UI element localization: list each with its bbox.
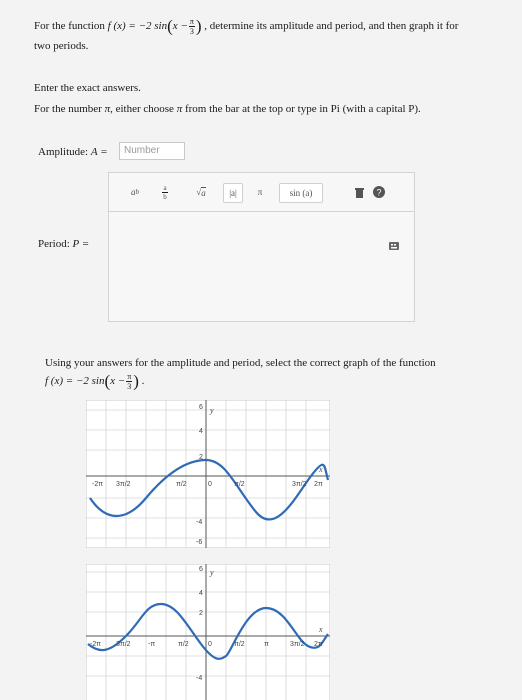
- help-icon[interactable]: [371, 183, 387, 201]
- graph-1-x-tick-6: 3π/2: [292, 481, 307, 488]
- fraction-button[interactable]: $\frac{a}{b}$: [163, 183, 167, 201]
- graph-1-x-axis-label: x: [319, 465, 323, 474]
- graph-1-x-tick-7: 2π: [314, 481, 323, 488]
- period-var: P =: [72, 238, 90, 250]
- function-lhs: f (x) = −2 sin: [107, 20, 168, 32]
- pi-button[interactable]: π: [257, 187, 263, 197]
- graph-2-x-tick-8: 3π/2: [290, 641, 305, 648]
- graph-2-x-tick-1: -2π: [90, 641, 102, 648]
- sin-button[interactable]: sin (a): [279, 183, 323, 203]
- amplitude-var: A =: [90, 146, 108, 158]
- graph-1-y-axis-label: y: [210, 406, 214, 415]
- graph-2-y-tick-neg4: -4: [196, 675, 203, 682]
- period-input-area[interactable]: [108, 212, 415, 322]
- question-line2: two periods.: [34, 40, 89, 53]
- absolute-value-button[interactable]: |a|: [223, 183, 243, 203]
- graph-2-x-tick-5: 0: [208, 641, 212, 648]
- graph-2-x-tick-9: 2π: [314, 641, 323, 648]
- function-x-minus: x −: [172, 20, 188, 32]
- pi-symbol-2: π: [176, 103, 183, 115]
- graph-function-lhs: f (x) = −2 sin: [45, 375, 105, 388]
- graph-2-y-axis-label: y: [210, 568, 214, 577]
- graph-1-x-tick-3: π/2: [176, 481, 187, 488]
- graph-2-x-tick-7: π: [264, 641, 269, 648]
- graph-question-text: Using your answers for the amplitude and period, select the correct graph of the function f (x) = −2 sin(x − $\frac{\pi}{3}$ ) .: [45, 357, 436, 391]
- graph-1-y-tick-6: 6: [199, 404, 203, 411]
- graph-2-x-axis-label: x: [319, 625, 323, 634]
- graph-1-y-tick-neg6: -6: [196, 539, 203, 546]
- amplitude-label: Amplitude: A =: [38, 146, 108, 158]
- question-text: [34, 16, 514, 56]
- graph-2-x-tick-2: 3π/2: [116, 641, 131, 648]
- pi-input-hint: For the number π, either choose π from the bar at the top or type in Pi (with a capital P).: [34, 103, 421, 115]
- graph-2-y-tick-4: 4: [199, 590, 203, 597]
- question-tail: , determine its amplitude and period, and then graph it for: [204, 20, 459, 32]
- pi-symbol: π: [104, 103, 111, 115]
- exact-answers-hint: Enter the exact answers.: [34, 82, 141, 94]
- question-intro: For the function: [34, 20, 105, 32]
- graph-1-y-tick-neg4: -4: [196, 519, 203, 526]
- graph-1-y-tick-2: 2: [199, 454, 203, 461]
- graph-1-x-tick-5: π/2: [234, 481, 245, 488]
- graph-1-x-tick-1: -2π: [92, 481, 104, 488]
- graph-1-x-tick-4: 0: [208, 481, 212, 488]
- graph-1-x-tick-2: 3π/2: [116, 481, 131, 488]
- graph-option-2[interactable]: [86, 564, 330, 700]
- close-paren: ): [195, 16, 202, 36]
- pi-over-three-fraction: $\frac{\pi}{3}$: [189, 16, 194, 36]
- sqrt-button[interactable]: √ a: [196, 187, 206, 198]
- graph-1-y-tick-4: 4: [199, 428, 203, 435]
- power-button[interactable]: a b: [131, 187, 139, 197]
- graph-2-y-tick-6: 6: [199, 566, 203, 573]
- graph-2-x-tick-6: π/2: [234, 641, 245, 648]
- period-label: Period: P =: [38, 238, 90, 250]
- amplitude-input[interactable]: Number: [119, 142, 185, 160]
- svg-text:?: ?: [376, 187, 382, 198]
- graph-2-x-tick-3: -π: [148, 641, 156, 648]
- trash-icon[interactable]: [351, 183, 367, 201]
- graph-2-x-tick-4: π/2: [178, 641, 189, 648]
- open-paren: (: [167, 16, 173, 36]
- math-toolbar: [108, 172, 415, 212]
- graph-2-y-tick-2: 2: [199, 610, 203, 617]
- graph-option-1[interactable]: [86, 400, 330, 548]
- keyboard-icon[interactable]: [389, 241, 399, 251]
